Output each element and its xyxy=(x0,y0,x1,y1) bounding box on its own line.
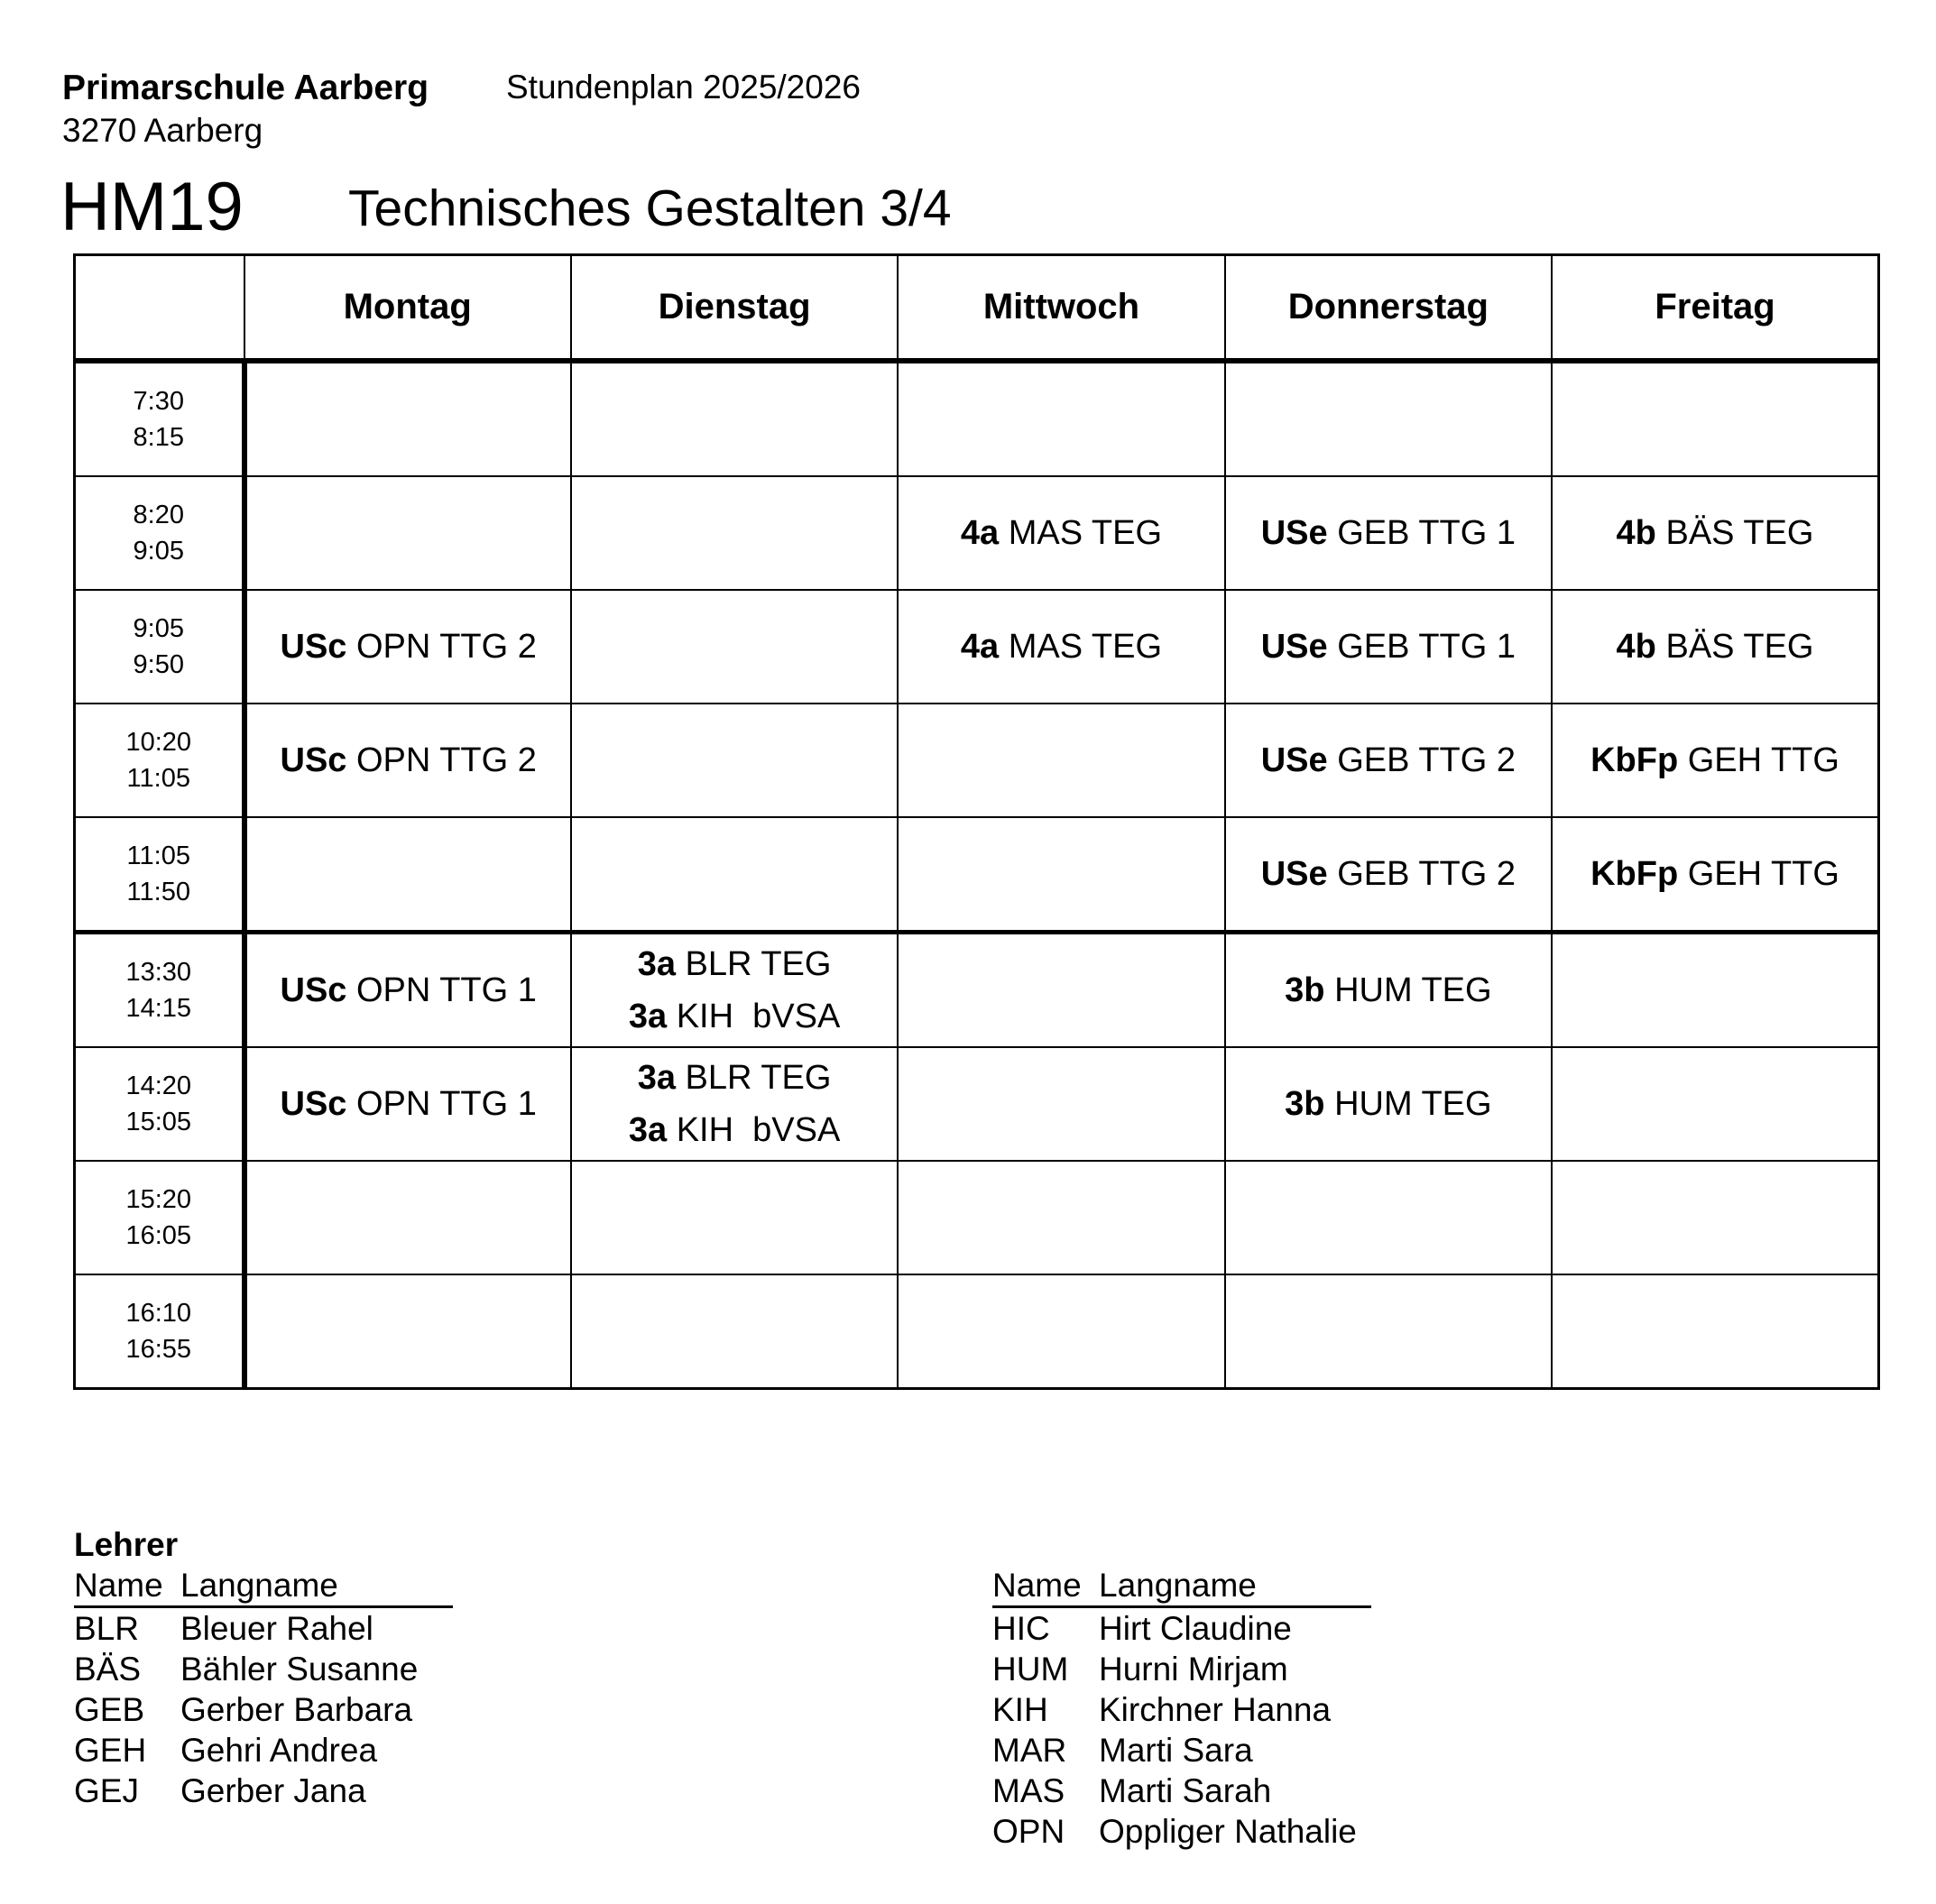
timetable-row xyxy=(75,1047,1879,1161)
lesson-class: USe xyxy=(1260,741,1328,779)
lesson-details: GEB TTG 2 xyxy=(1337,741,1516,779)
lesson-cell xyxy=(1552,704,1878,817)
legend-title: Lehrer xyxy=(74,1526,179,1563)
lesson-details: MAS TEG xyxy=(1008,514,1163,552)
legend-header-name: Name xyxy=(992,1567,1082,1604)
teacher-abbr: BÄS xyxy=(74,1651,142,1688)
lesson-entry xyxy=(1226,621,1551,673)
lesson-cell xyxy=(571,1161,898,1274)
lesson-entry xyxy=(899,621,1223,673)
school-name: Primarschule Aarberg xyxy=(62,69,429,107)
time-start: 13:30 xyxy=(125,958,192,987)
lesson-details: BÄS TEG xyxy=(1665,628,1814,666)
day-header: Freitag xyxy=(1552,255,1878,362)
timetable xyxy=(73,253,1880,1390)
time-end: 8:15 xyxy=(133,423,184,452)
lesson-cell xyxy=(571,1274,898,1389)
lesson-class: 3a xyxy=(637,1059,676,1097)
lesson-cell xyxy=(244,704,571,817)
teacher-name: Marti Sarah xyxy=(1099,1772,1272,1809)
lesson-details: OPN TTG 1 xyxy=(355,971,537,1009)
lesson-cell xyxy=(244,476,571,590)
teacher-legend-left xyxy=(74,1565,453,1811)
lesson-class: 3a xyxy=(628,998,668,1035)
lesson-class: 4b xyxy=(1616,628,1656,666)
time-start: 15:20 xyxy=(125,1185,192,1214)
lesson-class: 4b xyxy=(1616,514,1656,552)
teacher-name: Bähler Susanne xyxy=(180,1651,419,1688)
school-city: 3270 Aarberg xyxy=(62,112,263,149)
lesson-class: 4a xyxy=(960,514,1000,552)
lesson-class: USe xyxy=(1260,855,1328,893)
lesson-details: OPN TTG 1 xyxy=(355,1085,537,1123)
lesson-cell xyxy=(244,1274,571,1389)
teacher-abbr: HUM xyxy=(992,1651,1069,1688)
lesson-cell xyxy=(898,476,1224,590)
time-slot xyxy=(75,933,244,1048)
lesson-cell xyxy=(898,1047,1224,1161)
teacher-name: Gehri Andrea xyxy=(180,1732,378,1769)
day-header: Montag xyxy=(244,255,571,362)
lesson-cell xyxy=(1225,476,1552,590)
room-title: Technisches Gestalten 3/4 xyxy=(348,179,952,237)
lesson-cell xyxy=(1552,476,1878,590)
lesson-details: BLR TEG xyxy=(685,1059,832,1097)
lesson-cell xyxy=(1552,1161,1878,1274)
timetable-row xyxy=(75,361,1879,476)
teacher-abbr: GEB xyxy=(74,1691,145,1728)
lesson-cell xyxy=(1225,817,1552,933)
teacher-name: Gerber Jana xyxy=(180,1772,366,1809)
timetable-row xyxy=(75,704,1879,817)
lesson-details: BÄS TEG xyxy=(1665,514,1814,552)
lesson-cell xyxy=(1552,933,1878,1048)
teacher-abbr: KIH xyxy=(992,1691,1048,1728)
time-start: 16:10 xyxy=(125,1299,192,1328)
teacher-row xyxy=(74,1771,453,1811)
lesson-cell xyxy=(898,933,1224,1048)
time-end: 9:05 xyxy=(133,537,184,566)
lesson-cell xyxy=(244,1047,571,1161)
teacher-row xyxy=(74,1649,453,1689)
teacher-abbr: MAR xyxy=(992,1732,1067,1769)
time-end: 11:05 xyxy=(126,764,190,793)
teacher-row xyxy=(992,1771,1371,1811)
teacher-row xyxy=(992,1608,1371,1649)
teacher-legend-right xyxy=(992,1565,1371,1852)
time-end: 14:15 xyxy=(125,994,192,1023)
time-start: 8:20 xyxy=(133,501,184,529)
lesson-entry xyxy=(1226,1078,1551,1130)
lesson-class: KbFp xyxy=(1590,741,1679,779)
time-end: 16:05 xyxy=(125,1221,192,1250)
day-header: Dienstag xyxy=(571,255,898,362)
lesson-cell xyxy=(1225,361,1552,476)
lesson-details: KIH bVSA xyxy=(676,998,841,1035)
lesson-cell xyxy=(1225,1047,1552,1161)
teacher-row xyxy=(74,1689,453,1730)
plan-year: Stundenplan 2025/2026 xyxy=(506,69,861,106)
lesson-cell xyxy=(571,361,898,476)
time-start: 10:20 xyxy=(125,728,192,757)
lesson-entry xyxy=(247,964,570,1016)
time-start: 9:05 xyxy=(133,614,184,643)
lesson-class: 3b xyxy=(1285,1085,1325,1123)
room-code: HM19 xyxy=(60,169,244,245)
lesson-details: HUM TEG xyxy=(1334,971,1492,1009)
lesson-cell xyxy=(571,704,898,817)
time-end: 9:50 xyxy=(133,650,184,679)
lesson-cell xyxy=(244,817,571,933)
time-slot xyxy=(75,1274,244,1389)
lesson-class: USc xyxy=(280,1085,347,1123)
legend-header xyxy=(992,1565,1371,1608)
timetable-row xyxy=(75,476,1879,590)
teacher-abbr: HIC xyxy=(992,1610,1050,1647)
legend-header-longname: Langname xyxy=(180,1567,338,1604)
timetable-row xyxy=(75,1274,1879,1389)
legend-header-longname: Langname xyxy=(1099,1567,1257,1604)
lesson-entry xyxy=(1226,848,1551,900)
teacher-row xyxy=(992,1649,1371,1689)
lesson-class: 3a xyxy=(637,945,676,983)
teacher-abbr: OPN xyxy=(992,1813,1065,1850)
lesson-class: USe xyxy=(1260,514,1328,552)
lesson-class: USe xyxy=(1260,628,1328,666)
lesson-details: KIH bVSA xyxy=(676,1111,841,1149)
lesson-class: USc xyxy=(280,971,347,1009)
lesson-cell xyxy=(898,361,1224,476)
lesson-entry xyxy=(1553,621,1877,673)
lesson-entry xyxy=(572,1052,897,1104)
time-start: 7:30 xyxy=(133,387,184,416)
lesson-details: OPN TTG 2 xyxy=(355,628,537,666)
lesson-details: GEB TTG 1 xyxy=(1337,628,1516,666)
lesson-entry xyxy=(572,938,897,990)
lesson-class: USc xyxy=(280,628,347,666)
lesson-cell xyxy=(571,1047,898,1161)
legend-header xyxy=(74,1565,453,1608)
timetable-row xyxy=(75,590,1879,704)
teacher-row xyxy=(992,1689,1371,1730)
lesson-cell xyxy=(898,590,1224,704)
lesson-cell xyxy=(244,933,571,1048)
time-column-header xyxy=(75,255,244,362)
teacher-name: Hurni Mirjam xyxy=(1099,1651,1288,1688)
lesson-cell xyxy=(244,361,571,476)
lesson-cell xyxy=(1225,1274,1552,1389)
lesson-details: GEH TTG xyxy=(1687,741,1839,779)
time-slot xyxy=(75,590,244,704)
lesson-details: OPN TTG 2 xyxy=(355,741,537,779)
lesson-entry xyxy=(247,621,570,673)
lesson-cell xyxy=(1552,1047,1878,1161)
lesson-cell xyxy=(571,476,898,590)
time-end: 11:50 xyxy=(126,878,190,906)
day-header: Donnerstag xyxy=(1225,255,1552,362)
lesson-details: GEB TTG 2 xyxy=(1337,855,1516,893)
lesson-cell xyxy=(1225,1161,1552,1274)
timetable-row xyxy=(75,1161,1879,1274)
lesson-details: MAS TEG xyxy=(1008,628,1163,666)
lesson-cell xyxy=(571,817,898,933)
teacher-name: Marti Sara xyxy=(1099,1732,1253,1769)
lesson-cell xyxy=(898,1274,1224,1389)
lesson-cell xyxy=(1552,590,1878,704)
lesson-cell xyxy=(571,590,898,704)
lesson-entry xyxy=(247,734,570,786)
lesson-cell xyxy=(1552,817,1878,933)
teacher-name: Oppliger Nathalie xyxy=(1099,1813,1357,1850)
teacher-name: Bleuer Rahel xyxy=(180,1610,373,1647)
time-slot xyxy=(75,817,244,933)
teacher-row xyxy=(74,1608,453,1649)
lesson-cell xyxy=(1552,1274,1878,1389)
teacher-row xyxy=(74,1730,453,1771)
teacher-name: Hirt Claudine xyxy=(1099,1610,1292,1647)
time-slot xyxy=(75,1161,244,1274)
lesson-cell xyxy=(898,1161,1224,1274)
lesson-cell xyxy=(571,933,898,1048)
time-slot xyxy=(75,361,244,476)
lesson-details: GEH TTG xyxy=(1687,855,1839,893)
timetable-row xyxy=(75,817,1879,933)
time-slot xyxy=(75,476,244,590)
day-header: Mittwoch xyxy=(898,255,1224,362)
time-end: 16:55 xyxy=(125,1335,192,1364)
lesson-entry xyxy=(1226,964,1551,1016)
lesson-cell xyxy=(244,1161,571,1274)
lesson-cell xyxy=(1225,933,1552,1048)
lesson-class: USc xyxy=(280,741,347,779)
lesson-cell xyxy=(244,590,571,704)
lesson-cell xyxy=(1552,361,1878,476)
teacher-abbr: GEH xyxy=(74,1732,147,1769)
lesson-details: HUM TEG xyxy=(1334,1085,1492,1123)
lesson-details: GEB TTG 1 xyxy=(1337,514,1516,552)
lesson-entry xyxy=(572,1104,897,1156)
lesson-cell xyxy=(898,817,1224,933)
lesson-cell xyxy=(1225,704,1552,817)
teacher-abbr: BLR xyxy=(74,1610,139,1647)
lesson-entry xyxy=(1226,734,1551,786)
lesson-cell xyxy=(898,704,1224,817)
timetable-header-row xyxy=(75,255,1879,362)
teacher-name: Gerber Barbara xyxy=(180,1691,413,1728)
lesson-entry xyxy=(899,507,1223,559)
time-slot xyxy=(75,704,244,817)
lesson-entry xyxy=(247,1078,570,1130)
lesson-cell xyxy=(1225,590,1552,704)
teacher-row xyxy=(992,1730,1371,1771)
lesson-class: 3b xyxy=(1285,971,1325,1009)
teacher-abbr: MAS xyxy=(992,1772,1065,1809)
lesson-class: 3a xyxy=(628,1111,668,1149)
teacher-abbr: GEJ xyxy=(74,1772,139,1809)
lesson-entry xyxy=(1553,734,1877,786)
legend-header-name: Name xyxy=(74,1567,163,1604)
lesson-class: 4a xyxy=(960,628,1000,666)
time-slot xyxy=(75,1047,244,1161)
lesson-entry xyxy=(1553,848,1877,900)
lesson-details: BLR TEG xyxy=(685,945,832,983)
teacher-row xyxy=(992,1811,1371,1852)
teacher-name: Kirchner Hanna xyxy=(1099,1691,1332,1728)
time-start: 14:20 xyxy=(125,1072,192,1100)
lesson-entry xyxy=(1226,507,1551,559)
lesson-class: KbFp xyxy=(1590,855,1679,893)
time-end: 15:05 xyxy=(125,1108,192,1136)
timetable-row xyxy=(75,933,1879,1048)
time-start: 11:05 xyxy=(126,842,190,870)
lesson-entry xyxy=(1553,507,1877,559)
lesson-entry xyxy=(572,990,897,1043)
